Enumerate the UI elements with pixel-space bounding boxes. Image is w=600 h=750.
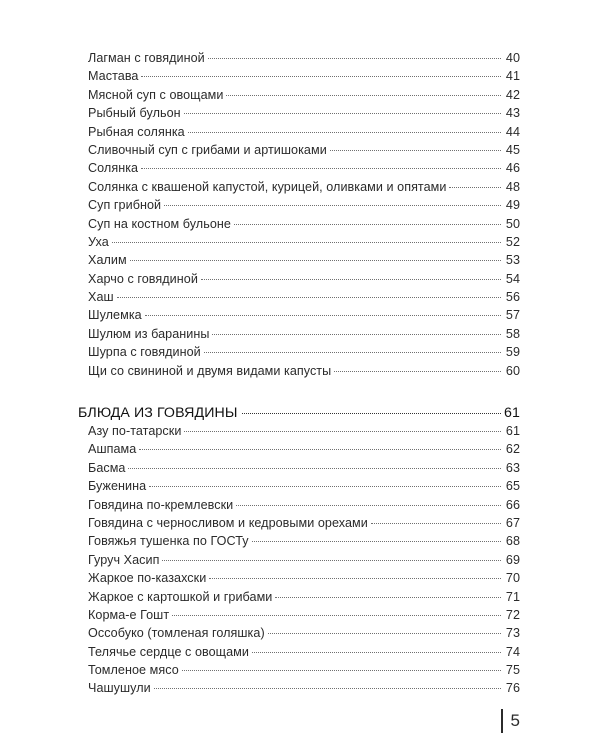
toc-entry[interactable] [88, 440, 520, 458]
toc-entry-title: Шулюм из баранины [88, 326, 210, 341]
toc-entry-title: Щи со свининой и двумя видами капусты [88, 363, 332, 378]
dot-leader [252, 541, 501, 542]
toc-entry-page: 44 [505, 124, 520, 139]
toc-entry[interactable] [88, 477, 520, 495]
toc-entry-title: Сливочный суп с грибами и артишоками [88, 142, 327, 157]
toc-entry-title: Азу по-татарски [88, 424, 182, 438]
toc-entry-title: Корма-е Гошт [88, 607, 170, 622]
dot-leader [268, 633, 501, 634]
toc-entry[interactable] [88, 569, 520, 587]
toc-entry-page: 60 [505, 363, 520, 378]
section-heading-title: БЛЮДА ИЗ ГОВЯДИНЫ [78, 405, 238, 421]
toc-entry-title: Говядина по-кремлевски [88, 497, 234, 512]
toc-entry[interactable] [88, 606, 520, 624]
dot-leader [212, 334, 501, 335]
toc-entry-page: 71 [505, 589, 520, 604]
toc-entry[interactable] [88, 251, 520, 269]
toc-entry-title: Шурпа с говядиной [88, 345, 201, 360]
dot-leader [371, 523, 501, 524]
toc-entry-title: Солянка [88, 161, 139, 176]
toc-entry-title: Ашпама [88, 442, 137, 457]
dot-leader [334, 371, 501, 372]
dot-leader [164, 205, 501, 206]
toc-entry-page: 66 [505, 497, 520, 512]
dot-leader [141, 168, 501, 169]
dot-leader [201, 279, 501, 280]
toc-entry-page: 50 [505, 216, 520, 231]
toc-list-beef [88, 422, 520, 698]
toc-entry-page: 75 [505, 663, 520, 678]
toc-entry[interactable] [88, 459, 520, 477]
toc-entry-title: Халим [88, 253, 127, 268]
toc-entry-title: Буженина [88, 479, 147, 494]
toc-entry-title: Лагман с говядиной [88, 51, 205, 65]
toc-entry[interactable] [88, 49, 520, 67]
toc-entry-title: Телячье сердце с овощами [88, 644, 249, 659]
toc-entry[interactable] [88, 233, 520, 251]
toc-entry-page: 49 [505, 198, 520, 213]
page-footer [501, 706, 520, 736]
dot-leader [234, 224, 501, 225]
toc-entry-title: Хаш [88, 290, 114, 305]
toc-entry[interactable] [88, 270, 520, 288]
toc-entry-title: Говядина с черносливом и кедровыми орехами [88, 515, 368, 530]
toc-entry-title: Мясной суп с овощами [88, 87, 224, 102]
footer-divider-bar [501, 709, 503, 733]
dot-leader [154, 688, 501, 689]
toc-entry-title: Суп на костном бульоне [88, 216, 231, 231]
dot-leader [188, 132, 501, 133]
toc-entry[interactable] [88, 67, 520, 85]
dot-leader [139, 449, 501, 450]
dot-leader [184, 431, 501, 432]
toc-entry-page: 48 [505, 179, 520, 194]
dot-leader [128, 468, 501, 469]
toc-entry[interactable] [88, 514, 520, 532]
dot-leader [184, 113, 501, 114]
toc-entry-title: Суп грибной [88, 198, 162, 213]
dot-leader [209, 578, 501, 579]
dot-leader [117, 297, 501, 298]
toc-entry[interactable] [88, 679, 520, 697]
toc-entry[interactable] [88, 422, 520, 440]
toc-entry-page: 68 [505, 534, 520, 549]
toc-entry-title: Томленое мясо [88, 663, 179, 678]
toc-entry-page: 45 [505, 142, 520, 157]
page-number: 5 [510, 711, 520, 730]
dot-leader [449, 187, 501, 188]
toc-entry-title: Уха [88, 234, 109, 249]
dot-leader [182, 670, 501, 671]
toc-entry[interactable] [88, 661, 520, 679]
toc-entry[interactable] [88, 104, 520, 122]
toc-entry-page: 65 [505, 479, 520, 494]
toc-entry-title: Жаркое с картошкой и грибами [88, 589, 273, 604]
toc-entry[interactable] [88, 496, 520, 514]
toc-entry-page: 73 [505, 626, 520, 641]
toc-entry[interactable] [88, 532, 520, 550]
toc-entry-page: 62 [505, 442, 520, 457]
toc-entry-page: 59 [505, 345, 520, 360]
toc-entry-page: 67 [505, 515, 520, 530]
toc-entry-page: 69 [505, 552, 520, 567]
toc-entry[interactable] [88, 215, 520, 233]
toc-entry-page: 72 [505, 607, 520, 622]
dot-leader [252, 652, 501, 653]
toc-entry-page: 41 [505, 69, 520, 84]
toc-entry-title: Жаркое по-казахски [88, 571, 207, 586]
toc-entry[interactable] [88, 343, 520, 361]
toc-entry[interactable] [88, 325, 520, 343]
toc-entry-page: 52 [505, 234, 520, 249]
toc-entry[interactable] [88, 178, 520, 196]
toc-entry-title: Оссобуко (томленая голяшка) [88, 626, 265, 641]
toc-entry-page: 53 [505, 253, 520, 268]
dot-leader [145, 315, 501, 316]
dot-leader [242, 413, 501, 414]
toc-entry-page: 63 [505, 460, 520, 475]
dot-leader [236, 505, 501, 506]
dot-leader [162, 560, 501, 561]
toc-entry-page: 74 [505, 644, 520, 659]
toc-entry[interactable] [88, 196, 520, 214]
dot-leader [204, 352, 501, 353]
toc-entry-title: Чашушули [88, 681, 151, 696]
toc-entry[interactable] [88, 551, 520, 569]
toc-entry-page: 54 [505, 271, 520, 286]
toc-entry-page: 56 [505, 290, 520, 305]
toc-entry-title: Говяжья тушенка по ГОСТу [88, 534, 249, 549]
toc-entry[interactable] [88, 624, 520, 642]
toc-entry-title: Рыбная солянка [88, 124, 185, 139]
dot-leader [208, 58, 501, 59]
toc-entry[interactable] [88, 86, 520, 104]
toc-entry-page: 70 [505, 571, 520, 586]
toc-entry[interactable] [88, 362, 520, 380]
toc-entry[interactable] [88, 123, 520, 141]
toc-entry-page: 40 [505, 51, 520, 65]
toc-entry-page: 61 [505, 424, 520, 438]
section-heading-page: 61 [504, 405, 520, 421]
dot-leader [130, 260, 501, 261]
toc-entry[interactable] [88, 306, 520, 324]
toc-entry-page: 57 [505, 308, 520, 323]
dot-leader [226, 95, 501, 96]
toc-entry-title: Харчо с говядиной [88, 271, 198, 286]
toc-entry-title: Рыбный бульон [88, 106, 181, 121]
toc-entry-title: Шулемка [88, 308, 142, 323]
toc-entry[interactable] [88, 288, 520, 306]
toc-entry-title: Гуруч Хасип [88, 552, 160, 567]
toc-entry-page: 46 [505, 161, 520, 176]
toc-entry[interactable] [88, 159, 520, 177]
toc-entry-title: Солянка с квашеной капустой, курицей, оливками и опятами [88, 179, 447, 194]
dot-leader [172, 615, 501, 616]
dot-leader [112, 242, 501, 243]
dot-leader [149, 486, 501, 487]
toc-entry[interactable] [88, 643, 520, 661]
toc-entry-title: Басма [88, 460, 126, 475]
toc-entry-page: 43 [505, 106, 520, 121]
toc-list-soups [88, 49, 520, 380]
dot-leader [330, 150, 501, 151]
toc-entry[interactable] [88, 141, 520, 159]
dot-leader [141, 76, 501, 77]
toc-entry-page: 76 [505, 681, 520, 696]
toc-entry-page: 58 [505, 326, 520, 341]
toc-entry[interactable] [88, 588, 520, 606]
dot-leader [275, 597, 501, 598]
toc-entry-page: 42 [505, 87, 520, 102]
toc-entry-title: Мастава [88, 69, 139, 84]
